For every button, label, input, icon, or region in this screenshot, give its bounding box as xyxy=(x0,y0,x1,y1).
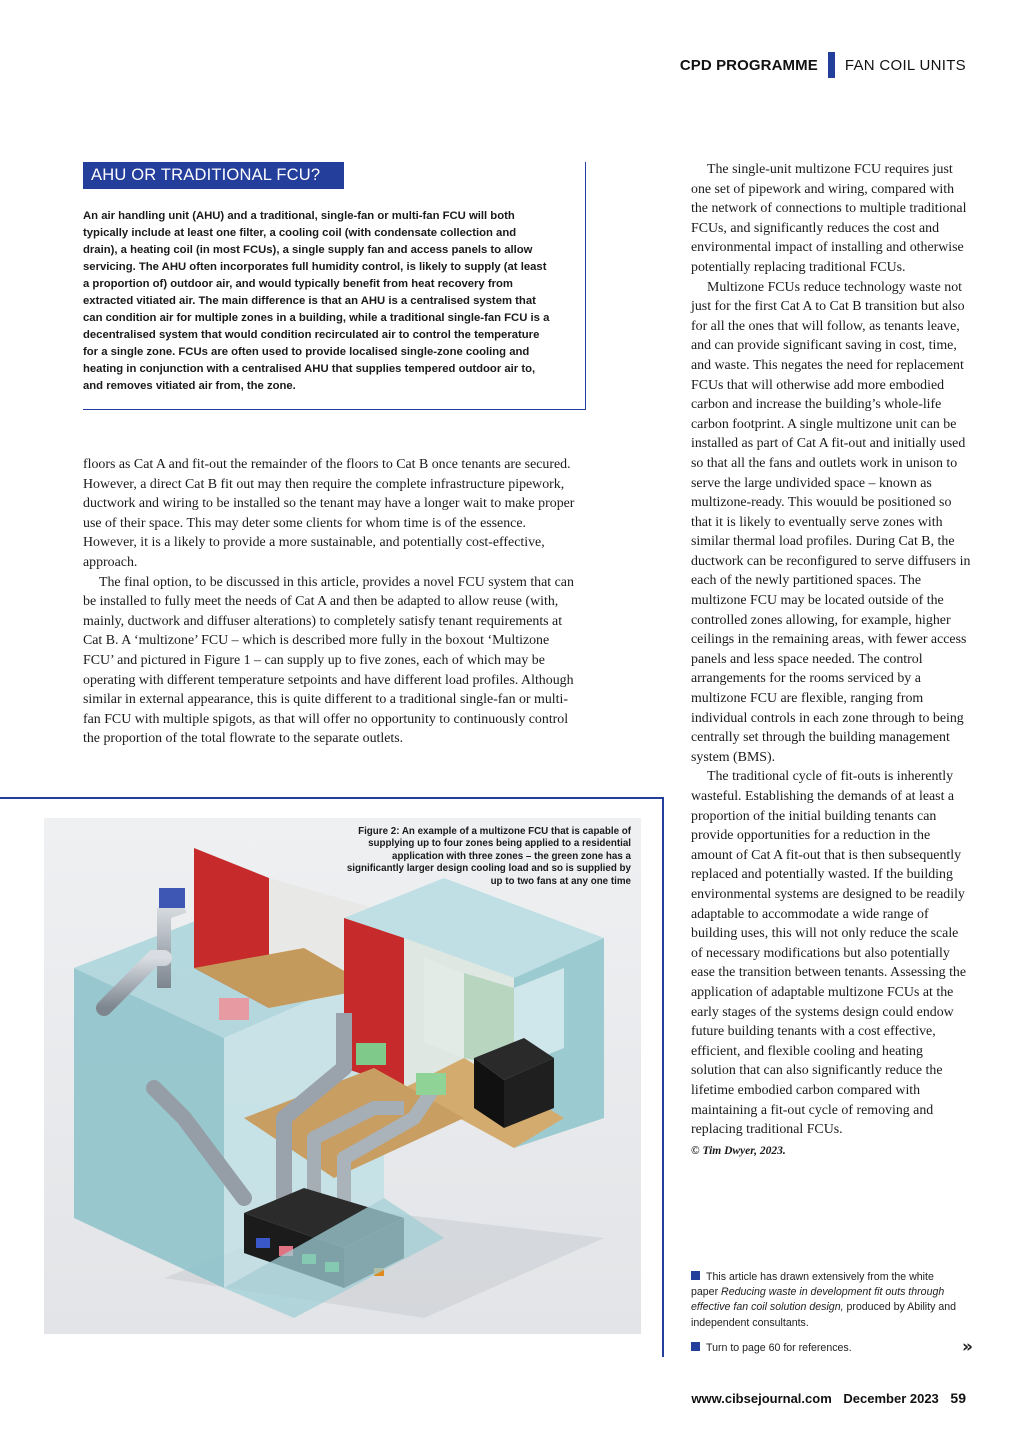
header-divider xyxy=(828,52,835,78)
note-text-post: produced by Ability and independent consultants. xyxy=(691,1301,957,1329)
figure-frame-top xyxy=(0,797,663,799)
white-paper-title: Reducing waste in development fit outs through effective fan coil solution design, xyxy=(691,1286,945,1314)
figure-caption: Figure 2: An example of a multizone FCU that is capable of supplying up to four zones being applied to a residential application with three zones – the green zone has a significantly larger design cooling load and so is supplied by up to two fans at any one time xyxy=(346,826,631,887)
source-note xyxy=(691,1270,961,1331)
footer-url[interactable]: www.cibsejournal.com xyxy=(691,1391,832,1406)
continue-chevron-icon: » xyxy=(962,1337,973,1357)
figure-2-illustration xyxy=(44,818,641,1334)
note-bullet-icon xyxy=(691,1342,700,1351)
topic-label: FAN COIL UNITS xyxy=(844,56,966,74)
boxout-title: AHU OR TRADITIONAL FCU? xyxy=(83,162,344,189)
copyright-line: © Tim Dwyer, 2023. xyxy=(691,1144,786,1157)
left-column-text xyxy=(83,455,577,749)
left-paragraph-1: floors as Cat A and fit-out the remainder of the floors to Cat B once tenants are secured. However, a direct Cat B fit out may then require the complete infrastructure pipework, ductwork and wiring to be installed so the tenant may have a longer wait to make proper use of their space. This may deter some clients for whom time is of the essence. However, it is a likely to provide a more sustainable, and potentially cost-effective, approach. xyxy=(83,457,575,570)
boxout-body: An air handling unit (AHU) and a traditional, single-fan or multi-fan FCU will both typically include at least one filter, a cooling coil (with condensate collection and drain), a heating coil (in most FCUs), a single supply fan and access panels to allow servicing. The AHU often incorporates full humidity control, is likely to supply (at least a proportion of) outdoor air, and would typically benefit from heat recovery from extracted vitiated air. The main difference is that an AHU is a centralised system that can condition air for multiple zones in a building, while a traditional single-fan FCU is a decentralised system that would condition recirculated air to control the temperature for a single zone. FCUs are often used to provide localised single-zone cooling and heating in conjunction with a centralised AHU that supplies tempered outdoor air to, and removes vitiated air from, the zone. xyxy=(83,210,550,392)
right-paragraph-3: The traditional cycle of fit-outs is inherently wasteful. Establishing the demands of at least a proportion of the initial building tenants can provide opportunities for a reduction in the amount of Cat A fit-out that is then subsequently replaced and potentially wasted. If the building environmental systems are designed to be readily adaptable to accommodate a wide range of building uses, this will not only reduce the scale of necessary modifications but also potentially ease the transition between tenants. Assessing the application of adaptable multizone FCUs at the early stages of the systems design could endow future building tenants with a cost effective, efficient, and flexible cooling and heating solution that can also significantly reduce the lifetime embodied carbon compared with maintaining a fit-out cycle of removing and replacing traditional FCUs. xyxy=(691,769,967,1138)
multizone-fcu-cutaway-image xyxy=(44,818,641,1334)
running-header xyxy=(680,52,966,78)
page-number: 59 xyxy=(950,1390,966,1406)
right-column-text xyxy=(691,160,971,1161)
note-text-pre: This article has drawn extensively from the white paper xyxy=(691,1271,934,1299)
references-note xyxy=(691,1341,961,1356)
boxout-panel xyxy=(83,162,586,410)
right-paragraph-1: The single-unit multizone FCU requires just one set of pipework and wiring, compared with the network of connections to multiple traditional FCUs, and significantly reduces the cost and environmental impact of installing and otherwise potentially replacing traditional FCUs. xyxy=(691,162,967,275)
references-text[interactable]: Turn to page 60 for references. xyxy=(706,1342,852,1354)
right-paragraph-2: Multizone FCUs reduce technology waste not just for the first Cat A to Cat B transition but also for all the ones that will follow, as tenants leave, and can provide significant saving in cost, time, and waste. This negates the need for replacement FCUs that will otherwise add more embodied carbon and increase the building’s whole-life carbon footprint. A single multizone unit can be installed as part of Cat A fit-out and initially used so that all the fans and outlets work in unison to serve the large undivided space – known as multizone-ready. This wouuld be positioned so that it is likely to eventually serve zones with similar thermal load profiles. During Cat B, the ductwork can be reconfigured to serve diffusers in each of the newly partitioned spaces. The multizone FCU may be located outside of the controlled zones allowing, for example, higher ceilings in the remaining areas, with fewer access panels and less space needed. The control arrangements for the rooms serviced by a multizone FCU are flexible, ranging from individual controls in each zone through to being centrally set through the building management system (BMS). xyxy=(691,279,971,765)
figure-frame-right xyxy=(662,797,664,1357)
section-label: CPD PROGRAMME xyxy=(679,56,818,74)
note-bullet-icon xyxy=(691,1271,700,1280)
page-footer xyxy=(691,1390,966,1406)
left-paragraph-2: The final option, to be discussed in this article, provides a novel FCU system that can be installed to fully meet the needs of Cat A and then be adapted to allow reuse (with, mainly, ductwork and diffuser alterations) to completely satisfy tenant requirements at Cat B. A ‘multizone’ FCU – which is described more fully in the boxout ‘Multizone FCU’ and pictured in Figure 1 – can supply up to five zones, each of which may be operating with different temperature setpoints and have different load profiles. Although similar in external appearance, this is quite different to a traditional single-fan or multi-fan FCU with multiple spigots, as that will offer no opportunity to continuously control the proportion of the total flowrate to the separate outlets. xyxy=(83,574,574,747)
footer-date: December 2023 xyxy=(843,1391,939,1406)
